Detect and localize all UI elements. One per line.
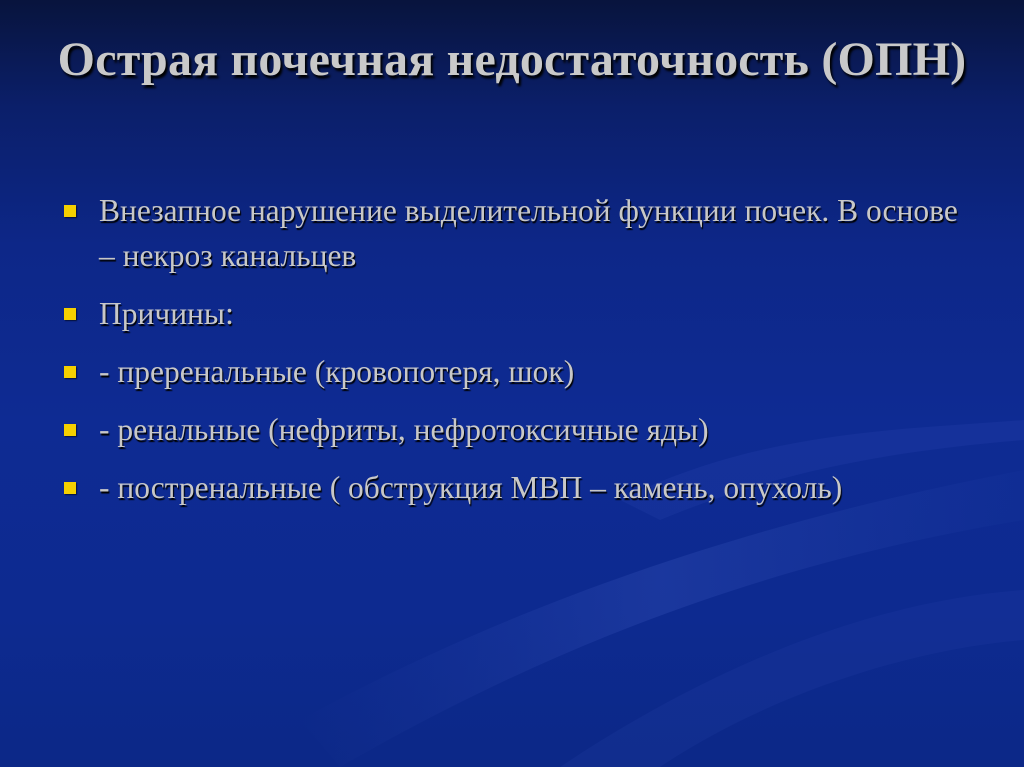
bullet-text: Внезапное нарушение выделительной функции почек. В основе – некроз канальцев [99, 193, 958, 273]
bullet-text: - преренальные (кровопотеря, шок) [99, 354, 575, 389]
square-bullet-icon [64, 308, 76, 320]
bullet-list [60, 188, 960, 523]
bullet-text: Причины: [99, 296, 234, 331]
list-item [60, 291, 960, 336]
bullet-text: - постренальные ( обструкция МВП – камень, опухоль) [99, 470, 843, 505]
list-item [60, 407, 960, 452]
list-item [60, 188, 960, 278]
bullet-text: - ренальные (нефриты, нефротоксичные яды) [99, 412, 709, 447]
square-bullet-icon [64, 366, 76, 378]
square-bullet-icon [64, 205, 76, 217]
square-bullet-icon [64, 424, 76, 436]
square-bullet-icon [64, 482, 76, 494]
slide-title: Острая почечная недостаточность (ОПН) [57, 33, 967, 86]
list-item [60, 349, 960, 394]
list-item [60, 465, 960, 510]
